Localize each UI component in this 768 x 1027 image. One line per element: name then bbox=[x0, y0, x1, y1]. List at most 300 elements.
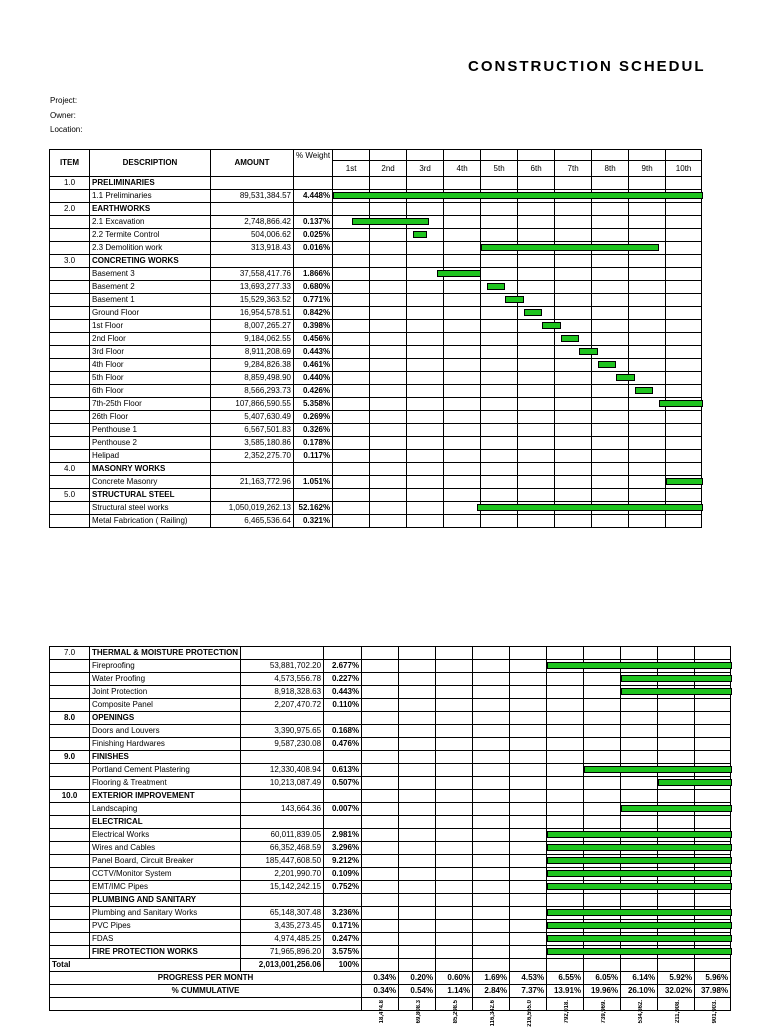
amount: 107,866,590.55 bbox=[211, 398, 294, 411]
item-number bbox=[50, 281, 90, 294]
gantt-cell bbox=[510, 660, 547, 673]
gantt-cell bbox=[621, 647, 658, 660]
gantt-cell bbox=[407, 307, 444, 320]
description: PRELIMINARIES bbox=[90, 177, 211, 190]
description: Penthouse 1 bbox=[90, 424, 211, 437]
gantt-cell bbox=[584, 777, 621, 790]
gantt-cell bbox=[333, 398, 370, 411]
gantt-cell bbox=[370, 242, 407, 255]
gantt-cell bbox=[370, 229, 407, 242]
table-row bbox=[50, 333, 702, 346]
amount: 5,407,630.49 bbox=[211, 411, 294, 424]
gantt-cell bbox=[370, 268, 407, 281]
table-row bbox=[50, 803, 731, 816]
total-cell bbox=[695, 959, 731, 972]
description: Finishing Hardwares bbox=[90, 738, 241, 751]
gantt-cell bbox=[658, 725, 695, 738]
gantt-cell bbox=[666, 372, 702, 385]
table-row bbox=[50, 489, 702, 502]
gantt-cell bbox=[621, 712, 658, 725]
amount: 71,965,896.20 bbox=[241, 946, 324, 959]
amount: 2,207,470.72 bbox=[241, 699, 324, 712]
gantt-cell bbox=[584, 660, 621, 673]
cumulative-amount: 901,903. bbox=[711, 1000, 718, 1024]
cumulative-value: 2.84% bbox=[473, 985, 510, 998]
gantt-cell bbox=[407, 242, 444, 255]
description: 2nd Floor bbox=[90, 333, 211, 346]
gantt-cell bbox=[399, 829, 436, 842]
gantt-cell bbox=[547, 738, 584, 751]
gantt-cell bbox=[584, 881, 621, 894]
amount-row bbox=[50, 998, 731, 1011]
gantt-cell bbox=[592, 190, 629, 203]
gantt-cell bbox=[658, 868, 695, 881]
weight: 0.476% bbox=[324, 738, 362, 751]
gantt-cell bbox=[362, 907, 399, 920]
amount: 9,284,826.38 bbox=[211, 359, 294, 372]
description: Portland Cement Plastering bbox=[90, 764, 241, 777]
weight: 3.296% bbox=[324, 842, 362, 855]
month-header-spacer bbox=[592, 150, 629, 161]
gantt-cell bbox=[362, 920, 399, 933]
gantt-cell bbox=[436, 803, 473, 816]
gantt-cell bbox=[584, 647, 621, 660]
gantt-cell bbox=[333, 450, 370, 463]
progress-value: 6.05% bbox=[584, 972, 621, 985]
gantt-cell bbox=[510, 725, 547, 738]
gantt-cell bbox=[399, 881, 436, 894]
cumulative-amount-cell bbox=[473, 998, 510, 1027]
gantt-cell bbox=[407, 320, 444, 333]
gantt-cell bbox=[399, 920, 436, 933]
gantt-cell bbox=[666, 190, 702, 203]
gantt-cell bbox=[370, 372, 407, 385]
gantt-cell bbox=[333, 476, 370, 489]
gantt-cell bbox=[333, 359, 370, 372]
description-header: DESCRIPTION bbox=[90, 150, 211, 177]
amount bbox=[211, 489, 294, 502]
gantt-cell bbox=[510, 790, 547, 803]
weight: 0.178% bbox=[294, 437, 333, 450]
gantt-cell bbox=[592, 333, 629, 346]
description: MASONRY WORKS bbox=[90, 463, 211, 476]
gantt-cell bbox=[629, 411, 666, 424]
gantt-cell bbox=[666, 489, 702, 502]
cumulative-amount-cell bbox=[436, 998, 473, 1024]
description: 1st Floor bbox=[90, 320, 211, 333]
item-number bbox=[50, 673, 90, 686]
weight: 0.752% bbox=[324, 881, 362, 894]
item-number bbox=[50, 920, 90, 933]
gantt-cell bbox=[518, 281, 555, 294]
gantt-cell bbox=[621, 777, 658, 790]
gantt-cell bbox=[362, 894, 399, 907]
gantt-cell bbox=[370, 502, 407, 515]
gantt-cell bbox=[481, 177, 518, 190]
gantt-cell bbox=[666, 515, 702, 528]
page-title: CONSTRUCTION SCHEDUL bbox=[468, 58, 706, 75]
description: 5th Floor bbox=[90, 372, 211, 385]
gantt-cell bbox=[362, 764, 399, 777]
table-row bbox=[50, 920, 731, 933]
weight: 0.398% bbox=[294, 320, 333, 333]
table-row bbox=[50, 842, 731, 855]
gantt-cell bbox=[695, 686, 731, 699]
gantt-cell bbox=[362, 829, 399, 842]
gantt-cell bbox=[362, 660, 399, 673]
total-cell bbox=[362, 959, 399, 972]
gantt-cell bbox=[629, 515, 666, 528]
total-label: Total bbox=[50, 959, 241, 972]
description: EXTERIOR IMPROVEMENT bbox=[90, 790, 241, 803]
gantt-cell bbox=[518, 502, 555, 515]
gantt-cell bbox=[481, 229, 518, 242]
amount: 4,573,556.78 bbox=[241, 673, 324, 686]
cumulative-amount-cell bbox=[621, 998, 658, 1024]
amount: 8,007,265.27 bbox=[211, 320, 294, 333]
amount: 8,911,208.69 bbox=[211, 346, 294, 359]
item-header: ITEM bbox=[50, 150, 90, 177]
gantt-cell bbox=[436, 933, 473, 946]
weight: 5.358% bbox=[294, 398, 333, 411]
gantt-cell bbox=[666, 229, 702, 242]
total-cell bbox=[436, 959, 473, 972]
item-number: 1.0 bbox=[50, 177, 90, 190]
description: Joint Protection bbox=[90, 686, 241, 699]
weight bbox=[324, 816, 362, 829]
gantt-cell bbox=[621, 751, 658, 764]
cumulative-value: 1.14% bbox=[436, 985, 473, 998]
weight: 52.162% bbox=[294, 502, 333, 515]
gantt-cell bbox=[547, 660, 584, 673]
amount: 8,566,293.73 bbox=[211, 385, 294, 398]
gantt-cell bbox=[658, 907, 695, 920]
description: OPENINGS bbox=[90, 712, 241, 725]
weight: 0.269% bbox=[294, 411, 333, 424]
gantt-cell bbox=[518, 515, 555, 528]
cumulative-amount: 85,298.5 bbox=[453, 1000, 460, 1024]
gantt-cell bbox=[658, 712, 695, 725]
amount: 2,352,275.70 bbox=[211, 450, 294, 463]
gantt-cell bbox=[436, 647, 473, 660]
weight: 0.440% bbox=[294, 372, 333, 385]
total-cell bbox=[399, 959, 436, 972]
total-cell bbox=[658, 959, 695, 972]
gantt-cell bbox=[666, 411, 702, 424]
gantt-cell bbox=[621, 920, 658, 933]
amount bbox=[241, 712, 324, 725]
gantt-cell bbox=[695, 699, 731, 712]
gantt-cell bbox=[481, 203, 518, 216]
gantt-cell bbox=[518, 346, 555, 359]
gantt-cell bbox=[473, 881, 510, 894]
cumulative-amount-cell bbox=[547, 998, 584, 1024]
item-number bbox=[50, 333, 90, 346]
gantt-cell bbox=[518, 372, 555, 385]
gantt-cell bbox=[518, 229, 555, 242]
gantt-cell bbox=[621, 764, 658, 777]
description: 2.2 Termite Control bbox=[90, 229, 211, 242]
amount bbox=[211, 203, 294, 216]
table-row bbox=[50, 673, 731, 686]
gantt-cell bbox=[407, 255, 444, 268]
total-cell bbox=[510, 959, 547, 972]
gantt-cell bbox=[555, 294, 592, 307]
progress-value: 1.69% bbox=[473, 972, 510, 985]
gantt-cell bbox=[547, 920, 584, 933]
month-header-spacer bbox=[481, 150, 518, 161]
gantt-cell bbox=[370, 333, 407, 346]
progress-value: 6.14% bbox=[621, 972, 658, 985]
gantt-cell bbox=[407, 346, 444, 359]
gantt-cell bbox=[444, 268, 481, 281]
gantt-cell bbox=[695, 842, 731, 855]
gantt-cell bbox=[584, 751, 621, 764]
gantt-cell bbox=[658, 946, 695, 959]
table-row bbox=[50, 855, 731, 868]
gantt-cell bbox=[658, 803, 695, 816]
progress-value: 0.20% bbox=[399, 972, 436, 985]
gantt-cell bbox=[444, 515, 481, 528]
gantt-cell bbox=[481, 333, 518, 346]
gantt-cell bbox=[370, 294, 407, 307]
weight: 0.007% bbox=[324, 803, 362, 816]
cumulative-amount-cell bbox=[399, 998, 436, 1024]
gantt-cell bbox=[399, 673, 436, 686]
description: Flooring & Treatment bbox=[90, 777, 241, 790]
gantt-cell bbox=[473, 920, 510, 933]
gantt-cell bbox=[518, 489, 555, 502]
month-header: 9th bbox=[629, 161, 666, 177]
gantt-cell bbox=[518, 359, 555, 372]
weight: 0.168% bbox=[324, 725, 362, 738]
gantt-cell bbox=[407, 359, 444, 372]
gantt-cell bbox=[407, 203, 444, 216]
weight: 1.051% bbox=[294, 476, 333, 489]
gantt-cell bbox=[629, 385, 666, 398]
gantt-cell bbox=[547, 790, 584, 803]
gantt-cell bbox=[658, 790, 695, 803]
description: Helipad bbox=[90, 450, 211, 463]
month-header-spacer bbox=[555, 150, 592, 161]
gantt-cell bbox=[555, 359, 592, 372]
amount: 21,163,772.96 bbox=[211, 476, 294, 489]
cumulative-row bbox=[50, 985, 731, 998]
item-number bbox=[50, 372, 90, 385]
table-row bbox=[50, 320, 702, 333]
item-number bbox=[50, 398, 90, 411]
weight bbox=[324, 647, 362, 660]
gantt-cell bbox=[666, 307, 702, 320]
gantt-cell bbox=[518, 463, 555, 476]
gantt-cell bbox=[444, 359, 481, 372]
month-header: 8th bbox=[592, 161, 629, 177]
gantt-cell bbox=[547, 712, 584, 725]
gantt-cell bbox=[666, 359, 702, 372]
gantt-cell bbox=[592, 177, 629, 190]
amount bbox=[241, 751, 324, 764]
item-number bbox=[50, 294, 90, 307]
gantt-cell bbox=[555, 333, 592, 346]
gantt-cell bbox=[584, 712, 621, 725]
weight bbox=[294, 489, 333, 502]
gantt-cell bbox=[407, 216, 444, 229]
item-number: 2.0 bbox=[50, 203, 90, 216]
gantt-cell bbox=[592, 359, 629, 372]
gantt-cell bbox=[510, 868, 547, 881]
gantt-cell bbox=[621, 673, 658, 686]
gantt-cell bbox=[407, 411, 444, 424]
amount: 16,954,578.51 bbox=[211, 307, 294, 320]
cumulative-amount-cell bbox=[584, 998, 621, 1024]
gantt-cell bbox=[629, 268, 666, 281]
cumulative-amount: 216,555.0 bbox=[527, 1000, 534, 1027]
gantt-cell bbox=[658, 686, 695, 699]
gantt-cell bbox=[444, 177, 481, 190]
gantt-cell bbox=[555, 476, 592, 489]
gantt-cell bbox=[621, 855, 658, 868]
description: 1.1 Preliminaries bbox=[90, 190, 211, 203]
gantt-cell bbox=[658, 920, 695, 933]
gantt-cell bbox=[592, 216, 629, 229]
description: Basement 2 bbox=[90, 281, 211, 294]
gantt-cell bbox=[584, 725, 621, 738]
table-row bbox=[50, 437, 702, 450]
gantt-cell bbox=[362, 738, 399, 751]
cumulative-value: 0.34% bbox=[362, 985, 399, 998]
gantt-cell bbox=[629, 203, 666, 216]
gantt-cell bbox=[555, 255, 592, 268]
gantt-cell bbox=[481, 372, 518, 385]
gantt-cell bbox=[621, 803, 658, 816]
gantt-cell bbox=[547, 829, 584, 842]
table-row bbox=[50, 463, 702, 476]
gantt-cell bbox=[658, 777, 695, 790]
total-weight: 100% bbox=[324, 959, 362, 972]
gantt-cell bbox=[362, 712, 399, 725]
gantt-cell bbox=[658, 738, 695, 751]
description: CCTV/Monitor System bbox=[90, 868, 241, 881]
gantt-cell bbox=[695, 894, 731, 907]
gantt-cell bbox=[473, 868, 510, 881]
cumulative-amount: 116,342.6 bbox=[490, 1000, 497, 1027]
gantt-cell bbox=[584, 816, 621, 829]
gantt-cell bbox=[547, 946, 584, 959]
weight bbox=[324, 751, 362, 764]
gantt-cell bbox=[473, 855, 510, 868]
cumulative-amount-cell bbox=[510, 998, 547, 1027]
gantt-cell bbox=[436, 738, 473, 751]
gantt-cell bbox=[362, 855, 399, 868]
gantt-cell bbox=[473, 712, 510, 725]
table-row bbox=[50, 946, 731, 959]
gantt-cell bbox=[592, 411, 629, 424]
amount: 53,881,702.20 bbox=[241, 660, 324, 673]
gantt-cell bbox=[547, 907, 584, 920]
gantt-cell bbox=[658, 829, 695, 842]
gantt-cell bbox=[436, 777, 473, 790]
gantt-cell bbox=[695, 855, 731, 868]
gantt-cell bbox=[510, 881, 547, 894]
total-cell bbox=[473, 959, 510, 972]
progress-value: 0.34% bbox=[362, 972, 399, 985]
description: PLUMBING AND SANITARY bbox=[90, 894, 241, 907]
gantt-cell bbox=[407, 333, 444, 346]
gantt-cell bbox=[658, 816, 695, 829]
table-row bbox=[50, 229, 702, 242]
gantt-cell bbox=[362, 946, 399, 959]
gantt-cell bbox=[592, 437, 629, 450]
table-row bbox=[50, 777, 731, 790]
gantt-cell bbox=[436, 894, 473, 907]
gantt-cell bbox=[621, 790, 658, 803]
gantt-cell bbox=[695, 777, 731, 790]
gantt-cell bbox=[555, 216, 592, 229]
gantt-cell bbox=[629, 450, 666, 463]
item-number bbox=[50, 907, 90, 920]
gantt-cell bbox=[436, 907, 473, 920]
gantt-cell bbox=[621, 738, 658, 751]
gantt-cell bbox=[621, 881, 658, 894]
gantt-cell bbox=[333, 424, 370, 437]
table-row bbox=[50, 647, 731, 660]
gantt-cell bbox=[473, 686, 510, 699]
gantt-cell bbox=[444, 333, 481, 346]
gantt-cell bbox=[333, 463, 370, 476]
gantt-cell bbox=[518, 177, 555, 190]
gantt-cell bbox=[584, 764, 621, 777]
table-row bbox=[50, 216, 702, 229]
gantt-cell bbox=[629, 372, 666, 385]
month-header-spacer bbox=[444, 150, 481, 161]
gantt-cell bbox=[444, 346, 481, 359]
gantt-cell bbox=[444, 424, 481, 437]
gantt-cell bbox=[333, 502, 370, 515]
gantt-cell bbox=[510, 712, 547, 725]
table-row bbox=[50, 829, 731, 842]
gantt-cell bbox=[629, 463, 666, 476]
gantt-cell bbox=[444, 242, 481, 255]
gantt-cell bbox=[555, 463, 592, 476]
location-label: Location: bbox=[50, 125, 83, 134]
item-number bbox=[50, 686, 90, 699]
progress-value: 5.92% bbox=[658, 972, 695, 985]
gantt-cell bbox=[370, 190, 407, 203]
gantt-cell bbox=[333, 372, 370, 385]
gantt-cell bbox=[666, 216, 702, 229]
gantt-cell bbox=[399, 738, 436, 751]
gantt-cell bbox=[555, 190, 592, 203]
gantt-cell bbox=[333, 489, 370, 502]
gantt-cell bbox=[436, 712, 473, 725]
item-number bbox=[50, 842, 90, 855]
gantt-cell bbox=[547, 647, 584, 660]
gantt-cell bbox=[444, 281, 481, 294]
item-number bbox=[50, 855, 90, 868]
gantt-cell bbox=[666, 281, 702, 294]
gantt-cell bbox=[407, 502, 444, 515]
table-row bbox=[50, 372, 702, 385]
description: 26th Floor bbox=[90, 411, 211, 424]
progress-value: 5.96% bbox=[695, 972, 731, 985]
gantt-cell bbox=[547, 816, 584, 829]
table-row bbox=[50, 712, 731, 725]
gantt-cell bbox=[407, 515, 444, 528]
gantt-cell bbox=[481, 320, 518, 333]
weight: 0.426% bbox=[294, 385, 333, 398]
gantt-cell bbox=[555, 489, 592, 502]
gantt-cell bbox=[473, 777, 510, 790]
